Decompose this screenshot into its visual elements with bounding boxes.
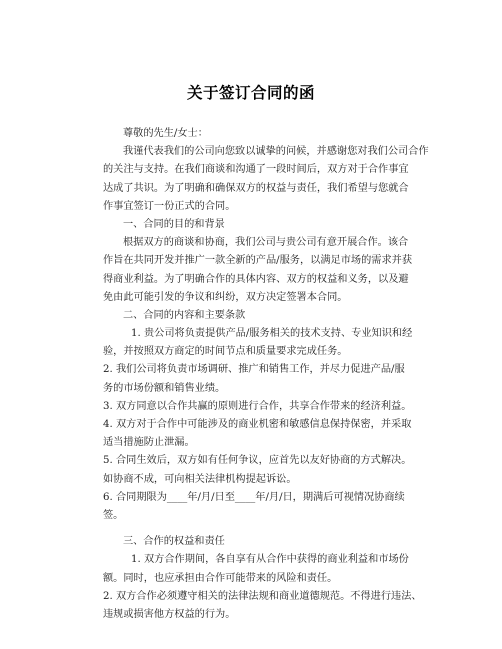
list-item-line: 适当措施防止泄漏。 <box>103 437 195 449</box>
paragraph-line: 得商业利益。为了明确合作的具体内容、双方的权益和义务，以及避 <box>103 273 409 285</box>
section-heading: 三、合作的权益和责任 <box>123 536 225 548</box>
intro-line: 的关注与支持。在我们商谈和沟通了一段时间后，双方对于合作事宜 <box>103 164 409 176</box>
list-item-line: 3. 双方同意以合作共赢的原则进行合作，共享合作带来的经济利益。 <box>103 400 412 412</box>
list-item-line: 4. 双方对于合作中可能涉及的商业机密和敏感信息保持保密，并采取 <box>103 419 412 430</box>
letter-body <box>103 125 429 624</box>
intro-line: 作事宜签订一份正式的合同。 <box>103 200 236 212</box>
list-item-line: 如协商不成，可向相关法律机构提起诉讼。 <box>103 473 297 485</box>
intro-line: 我谨代表我们的公司向您致以诚挚的问候，并感谢您对我们公司合作 <box>123 146 429 158</box>
list-item-line: 6. 合同期限为____年/月/日至____年/月/日，期满后可视情况协商续 <box>103 491 405 503</box>
list-item-line: 2. 双方合作必须遵守相关的法律法规和商业道德规范。不得进行违法、 <box>103 590 422 602</box>
paragraph-line: 根据双方的商谈和协商，我们公司与贵公司有意开展合作。该合 <box>123 237 409 249</box>
list-item-line: 签。 <box>103 509 124 521</box>
list-item-line: 1. 双方合作期间，各自享有从合作中获得的商业利益和市场份 <box>131 554 409 566</box>
list-item-line: 务的市场份额和销售业绩。 <box>103 382 226 394</box>
paragraph-line: 作旨在共同开发并推广一款全新的产品/服务，以满足市场的需求并获 <box>103 255 413 267</box>
list-item-line: 2. 我们公司将负责市场调研、推广和销售工作，并尽力促进产品/服 <box>103 364 405 376</box>
list-item-line: 1. 贵公司将负责提供产品/服务相关的技术支持、专业知识和经 <box>131 328 413 340</box>
list-item-line: 违规或损害他方权益的行为。 <box>103 608 236 620</box>
salutation: 尊敬的先生/女士： <box>123 128 208 139</box>
section-heading: 二、合同的内容和主要条款 <box>123 309 246 321</box>
list-item-line: 验，并按照双方商定的时间节点和质量要求完成任务。 <box>103 346 348 358</box>
list-item-line: 5. 合同生效后，双方如有任何争议，应首先以友好协商的方式解决。 <box>103 455 412 467</box>
section-heading: 一、合同的目的和背景 <box>123 218 225 230</box>
intro-line: 达成了共识。为了明确和确保双方的权益与责任，我们希望与您就合 <box>103 182 409 194</box>
list-item-line: 额。同时，也应承担由合作可能带来的风险和责任。 <box>103 572 338 584</box>
paragraph-line: 免由此可能引发的争议和纠纷，双方决定签署本合同。 <box>103 291 348 303</box>
document-title: 关于签订合同的函 <box>186 84 315 102</box>
